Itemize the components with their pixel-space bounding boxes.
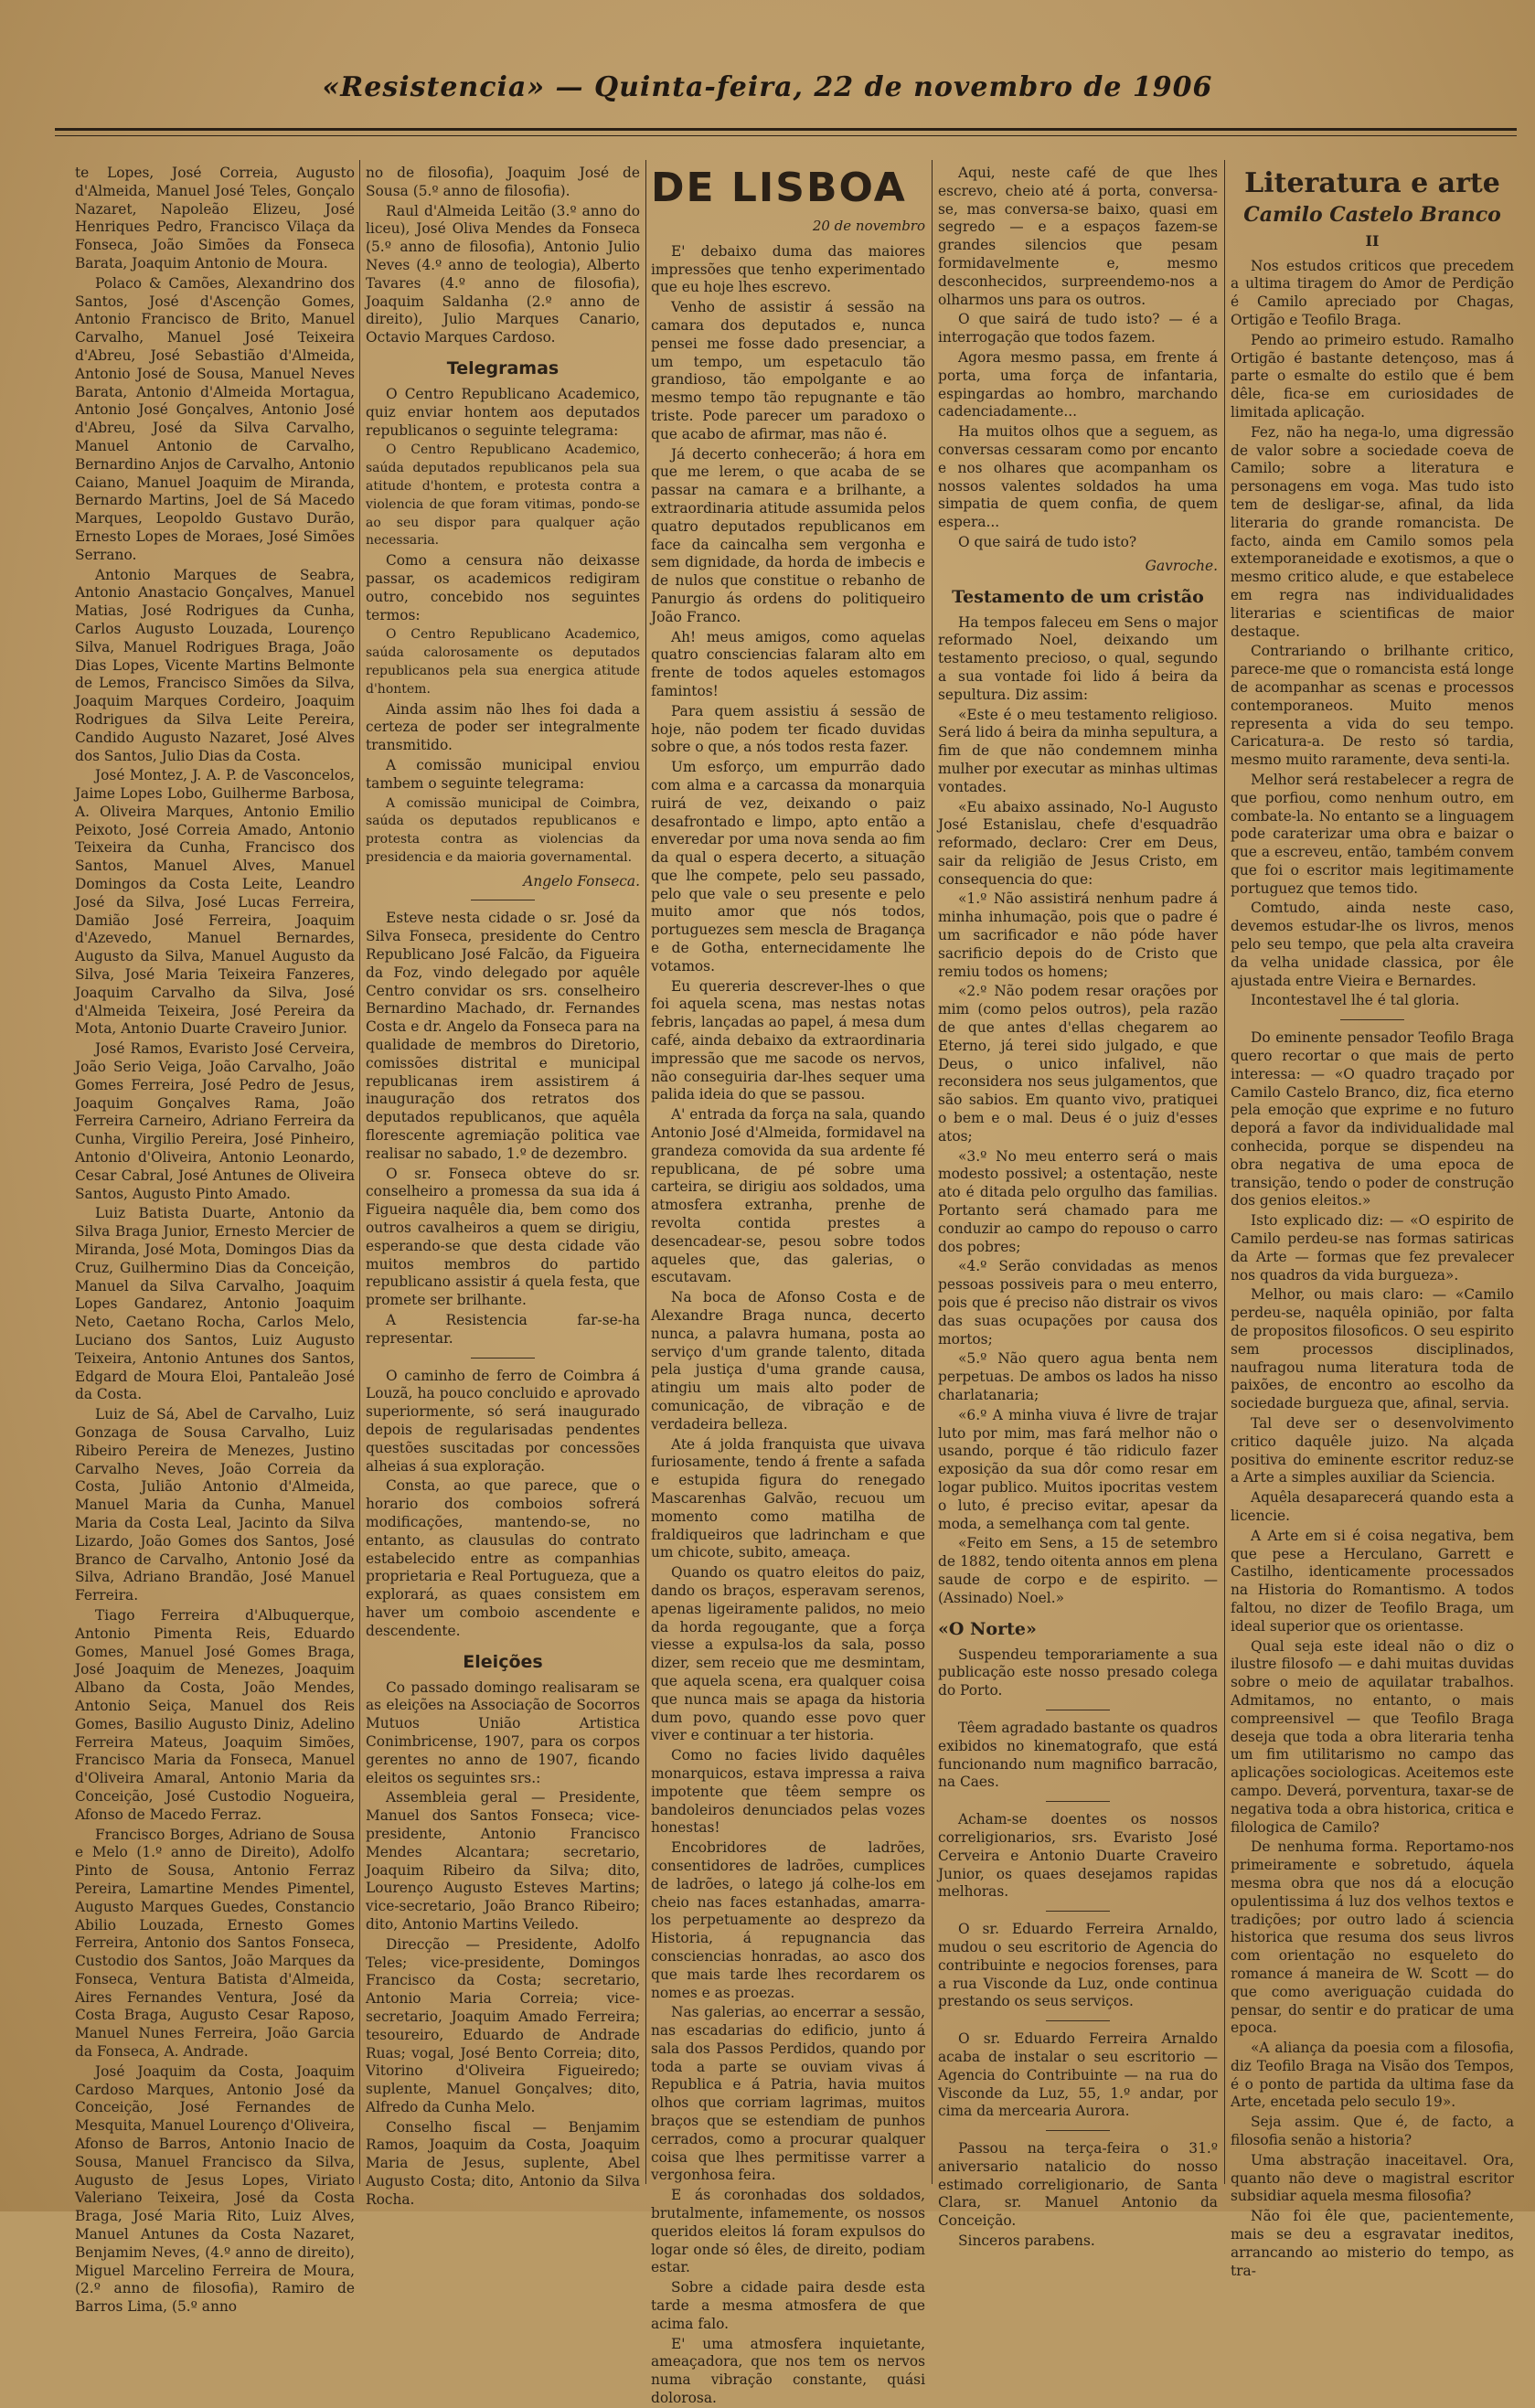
column-3: [651, 165, 925, 2407]
column-divider: [932, 160, 933, 2184]
paragraph: Ainda assim não lhes foi dada a certeza de poder ser integralmente transmitido.: [366, 700, 640, 754]
column-4: [938, 165, 1218, 2250]
paragraph: Não foi êle que, pacientemente, mais se deu a esgravatar ineditos, arrancando ao misterio do tempo, as tra-: [1231, 2208, 1514, 2279]
section-heading-testamento: Testamento de um cristão: [952, 586, 1204, 607]
paragraph: A Arte em si é coisa negativa, bem que pese a Herculano, Garrett e Castilho, identicamente processados na Historia do Romantismo. A todos faltou, no dizer de Teofilo Braga, um ideal superior que os orientasse.: [1231, 1527, 1514, 1635]
paragraph: Como no facies livido daquêles monarquicos, estava impressa a raiva impotente que têem sempre os bandoleiros denunciados pelas vozes honestas!: [651, 1747, 925, 1837]
paragraph: Incontestavel lhe é tal gloria.: [1251, 992, 1460, 1009]
paragraph: Aqui, neste café de que lhes escrevo, cheio até á porta, conversa-se, mas conversa-se baixo, quasi em segredo — e a espaços fazem-se grandes silencios que pesam formidavelmente e, mesmo desconhecidos, surpreendemo-nos a olharmos uns para os outros.: [938, 165, 1218, 308]
paragraph: O Centro Republicano Academico, quiz enviar hontem aos deputados republicanos o seguinte telegrama:: [366, 385, 640, 439]
paragraph: A comissão municipal de Coimbra, saúda os deputados republicanos e protesta contra as violencias da presidencia e da maioria governamental.: [366, 795, 640, 865]
paragraph: O caminho de ferro de Coimbra á Louzã, ha pouco concluido e aprovado superiormente, só será inaugurado depois de regularisadas pendentes questões suscitadas por concessões alheias á sua exploração.: [366, 1367, 640, 1475]
paragraph: «2.º Não podem resar orações por mim (como pelos outros), pela razão de que antes d'ellas chegarem ao Eterno, já terei sido julgado, e que Deus, o unico infalivel, não reconsidera nos seus julgamentos, que são sabios. Em quanto vivo, pratiquei o bem e o mal. Deus é o juiz d'esses atos;: [938, 983, 1218, 1145]
section-heading-eleicoes: Eleições: [463, 1651, 543, 1672]
paragraph: O sr. Eduardo Ferreira Arnaldo, mudou o seu escritorio de Agencia do contribuinte e negocios forenses, para a rua Visconde da Luz, onde continua prestando os seus serviços.: [938, 1921, 1218, 2010]
paragraph: Acham-se doentes os nossos correligionarios, srs. Evaristo José Cerveira e Antonio Duarte Craveiro Junior, os quaes desejamos rapidas melhoras.: [938, 1811, 1218, 1901]
part-number: II: [1365, 231, 1380, 250]
paragraph: Tal deve ser o desenvolvimento critico daquêle juizo. Na alçada positiva do eminente escritor reduz-se a Arte a simples auxiliar da Sciencia.: [1231, 1415, 1514, 1486]
paragraph: Qual seja este ideal não o diz o ilustre filosofo — e dahi muitas duvidas sobre o meio de aquilatar trabalhos. Admitamos, no entanto, o mais compreensivel — que Teofilo Braga deseja que toda a obra literaria tenha um fim utilitarismo no campo das aplicações sociologicas. Aceitemos este campo. Deverá, porventura, taxar-se de negativa toda a obra historica, critica e filologica de Camilo?: [1231, 1637, 1514, 1836]
paragraph: Polaco & Camões, Alexandrino dos Santos, José d'Ascenção Gomes, Antonio Francisco de Brito, Manuel Carvalho, Manuel José Teixeira d'Abreu, José Sebastião d'Almeida, Antonio José de Sousa, Manuel Neves Barata, Antonio d'Almeida Mortagua, Antonio José Gonçalves, Antonio José d'Abreu, José da Silva Carvalho, Manuel Antonio de Carvalho, Bernardino Anjos de Carvalho, Antonio Caiano, Manuel Joaquim de Miranda, Bernardo Martins, Joel de Sá Macedo Marques, Leopoldo Gustavo Durão, Ernesto Lopes de Moraes, José Simões Serrano.: [75, 274, 355, 563]
paragraph: te Lopes, José Correia, Augusto d'Almeida, Manuel José Teles, Gonçalo Nazaret, Napoleão Elizeu, José Henriques Pedro, Francisco Vilaça da Fonseca, João Simões da Fonseca Barata, Joaquim Antonio de Moura.: [75, 165, 355, 272]
paragraph: Um esforço, um empurrão dado com alma e a carcassa da monarquia ruirá de vez, deixando o paiz desafrontado e limpo, apto então a enveredar por uma nova senda ao fim da qual o espera decerto, a situação que lhe compete, pelo seu passado, pelo que vale o seu presente e pelo muito amor que nós todos, portuguezes sem mescla de Bragança e de Gotha, enternecidamente lhe votamos.: [651, 759, 925, 975]
section-heading-telegramas: Telegramas: [446, 357, 560, 378]
paragraph: «4.º Serão convidadas as menos pessoas possiveis para o meu enterro, pois que é preciso não distrair os vivos das suas ocupações por causa dos mortos;: [938, 1258, 1218, 1348]
paragraph: Já decerto conhecerão; á hora em que me lerem, o que acaba de se passar na camara e a brilhante, a extraordinaria atitude assumida pelos quatro deputados republicanos em face da caincalha sem vergonha e sem dignidade, da horda de imbecis e de nulos que constitue o rebanho de Panurgio ás ordens do politiqueiro João Franco.: [651, 445, 925, 625]
column-1: [75, 165, 355, 2316]
paragraph: Na boca de Afonso Costa e de Alexandre Braga nunca, decerto nunca, a palavra humana, posta ao serviço d'um grande talento, ditada pela justiça d'uma grande causa, atingiu um mais alto poder de comunicação, de vibração e de verdadeira belleza.: [651, 1289, 925, 1433]
section-heading-o-norte: «O Norte»: [938, 1618, 1037, 1639]
paragraph: Co passado domingo realisaram se as eleições na Associação de Socorros Mutuos União Artistica Conimbricense, 1907, para os corpos gerentes no anno de 1907, ficando eleitos os seguintes srs.:: [366, 1678, 640, 1786]
paragraph: Isto explicado diz: — «O espirito de Camilo perdeu-se nas formas satiricas da Arte — formas que fez prevalecer nos quadros da vida burgueza».: [1231, 1212, 1514, 1284]
paragraph: Comtudo, ainda neste caso, devemos estudar-lhe os livros, menos pelo seu tempo, que pela alta craveira da velha unidade classica, por êle ajustada entre Vieira e Bernardes.: [1231, 900, 1514, 989]
paragraph: O que sairá de tudo isto?: [958, 533, 1137, 550]
paragraph: «6.º A minha viuva é livre de trajar luto por mim, mas fará melhor não o usando, porque é tão ridiculo fazer exposição da sua dôr como resar em logar publico. Muitos ipocritas vestem o luto, é preciso evitar, apesar da moda, a semelhança com tal gente.: [938, 1406, 1218, 1532]
paragraph: Ate á jolda franquista que uivava furiosamente, tendo á frente a safada e estupida figura do renegado Mascarenhas Galvão, recuou um momento como matilha de fraldiqueiros que ladrincham e que um chicote, subito, ameaça.: [651, 1435, 925, 1561]
paragraph: Tiago Ferreira d'Albuquerque, Antonio Pimenta Reis, Eduardo Gomes, Manuel José Gomes Braga, José Joaquim de Menezes, Joaquim Albano da Costa, João Mendes, Antonio Seiça, Manuel dos Reis Gomes, Basilio Augusto Diniz, Adelino Ferreira Mateus, Joaquim Simões, Francisco Maria da Fonseca, Manuel d'Oliveira Amaral, Antonio Maria da Conceição, José Custodio Nogueira, Afonso de Macedo Ferraz.: [75, 1606, 355, 1823]
paragraph: Encobridores de ladrões, consentidores de ladrões, cumplices de ladrões, o latego já colhe-los em cheio nas faces estanhadas, amarra-los perpetuamente ao desprezo da Historia, á repugnancia das consciencias honradas, ao asco dos que mais tarde lhes recordarem os nomes e as proezas.: [651, 1839, 925, 2001]
paragraph: Quando os quatro eleitos do paiz, dando os braços, esperavam serenos, apenas ligeiramente palidos, no meio da horda regougante, que a força viesse a expulsa-los da sala, posso dizer, sem receio que me desmintam, que aquela scena, era qualquer coisa que nunca mais se apaga da historia dum povo, quando esse povo quer viver e continuar a ter historia.: [651, 1564, 925, 1744]
paragraph: O que sairá de tudo isto? — é a interrogação que todos fazem.: [938, 311, 1218, 346]
paragraph: José Montez, J. A. P. de Vasconcelos, Jaime Lopes Lobo, Guilherme Barbosa, A. Oliveira Marques, Antonio Emilio Peixoto, José Correia Amado, Antonio Teixeira da Cunha, Francisco dos Santos, Manuel Alves, Manuel Domingos da Costa Leite, Leandro José da Silva, José Lucas Ferreira, Damião José Ferreira, Joaquim d'Azevedo, Manuel Bernardes, Augusto da Silva, Manuel Augusto da Silva, José Maria Teixeira Fanzeres, Joaquim Carvalho da Silva, José d'Almeida Teixeira, José Pereira da Mota, Antonio Duarte Craveiro Junior.: [75, 767, 355, 1038]
paragraph: Para quem assistiu á sessão de hoje, não podem ter ficado duvidas sobre o que, a nós todos resta fazer.: [651, 702, 925, 756]
paragraph: Raul d'Almeida Leitão (3.º anno do liceu), José Oliva Mendes da Fonseca (5.º anno de filosofia), Antonio Julio Neves (4.º anno de teologia), Alberto Tavares (4.º anno de filosofia), Joaquim Saldanha (2.º anno de direito), Julio Marques Canario, Octavio Marques Cardoso.: [366, 202, 640, 346]
paragraph: Fez, não ha nega-lo, uma digressão de valor sobre a sociedade coeva de Camilo; sobre a literatura e personagens em voga. Mas tudo isto tem de desligar-se, afinal, da lida literaria do grande romancista. De facto, ainda em Camilo somos pela extemporaneidade e exotismos, a que o mesmo critico alude, e que estabelece em regra nas individualidades literarias e scientificas de maior destaque.: [1231, 423, 1514, 640]
paragraph: Assembleia geral — Presidente, Manuel dos Santos Fonseca; vice-presidente, Antonio Francisco Mendes Alcantara; secretario, Joaquim Ribeiro da Silva; dito, Lourenço Augusto Esteves Martins; vice-secretario, João Branco Ribeiro; dito, Antonio Martins Veiledo.: [366, 1789, 640, 1933]
paragraph: E' uma atmosfera inquietante, ameaçadora, que nos tem os nervos numa vibração constante, quási dolorosa.: [651, 2335, 925, 2407]
paragraph: Uma abstração inaceitavel. Ora, quanto não deve o magistral escritor subsidiar aquela mesma filosofia?: [1231, 2151, 1514, 2205]
column-divider: [1224, 160, 1225, 2184]
divider: [1046, 1911, 1110, 1912]
paragraph: «1.º Não assistirá nenhum padre á minha inhumação, pois que o padre é um sacrificador e não póde haver sacrificio depois do de Cristo que remiu todos os homens;: [938, 890, 1218, 980]
paragraph: O Centro Republicano Academico, saúda deputados republicanos pela sua atitude d'hontem, e protesta contra a violencia de que foram vitimas, pondo-se ao seu dispor para qualquer ação necessaria.: [366, 442, 640, 549]
paragraph: A comissão municipal enviou tambem o seguinte telegrama:: [366, 756, 640, 792]
signature: Gavroche.: [1145, 557, 1218, 574]
paragraph: «Feito em Sens, a 15 de setembro de 1882, tendo oitenta annos em plena saude de corpo e de espirito. — (Assinado) Noel.»: [938, 1535, 1218, 1606]
paragraph: De nenhuma forma. Reportamo-nos primeiramente e sobretudo, áquela mesma obra que nos dá a elocução opulentissima á luz dos velhos textos e tradições; por outro lado á sciencia historica que resuma dos seus livros com orientação no esqueleto do romance á maneira de W. Scott — do que como averiguação cuidada do pensar, do sentir e do praticar de uma epoca.: [1231, 1838, 1514, 2037]
paragraph: Nas galerias, ao encerrar a sessão, nas escadarias do edificio, junto á sala dos Passos Perdidos, quando por toda a parte se ouviam vivas á Republica e á Patria, havia muitos olhos que corriam lagrimas, muitos braços que se estendiam de punhos cerrados, como a procurar qualquer coisa que lhes permitisse varrer a vergonhosa feira.: [651, 2004, 925, 2184]
paragraph: José Ramos, Evaristo José Cerveira, João Serio Veiga, João Carvalho, João Gomes Ferreira, José Pedro de Jesus, Joaquim Gonçalves Rama, João Ferreira Carneiro, Adriano Ferreira da Cunha, Virgilio Pereira, José Pinheiro, Antonio d'Oliveira, Antonio Leonardo, Cesar Cabral, José Antunes de Oliveira Santos, Augusto Pinto Amado.: [75, 1040, 355, 1202]
paragraph: «3.º No meu enterro será o mais modesto possivel; a ostentação, neste ato é ditada pelo orgulho das familias. Portanto será chamado para me conduzir ao campo do repouso o carro dos pobres;: [938, 1147, 1218, 1255]
paragraph: «5.º Não quero agua benta nem perpetuas. De ambos os lados ha nisso charlatanaria;: [938, 1350, 1218, 1403]
paragraph: Melhor será restabelecer a regra de que porfiou, como nenhum outro, em combate-la. No entanto se a linguagem pode caraterizar uma obra e baizar o que a escreveu, então, também convem que foi o escritor mais legitimamente portuguez que temos tido.: [1231, 771, 1514, 897]
paragraph: Sobre a cidade paira desde esta tarde a mesma atmosfera de que acima falo.: [651, 2279, 925, 2332]
paragraph: Direcção — Presidente, Adolfo Teles; vice-presidente, Domingos Francisco da Costa; secretario, Antonio Maria Correia; vice-secretario, Joaquim Amado Ferreira; tesoureiro, Eduardo de Andrade Ruas; vogal, José Bento Correia; dito, Vitorino d'Oliveira Figueiredo; suplente, Manuel Gonçalves; dito, Alfredo da Cunha Melo.: [366, 1935, 640, 2115]
headline-de-lisboa: DE LISBOA: [651, 165, 907, 211]
paragraph: Ah! meus amigos, como aquelas quatro consciencias falaram alto em frente de todos aqueles estomagos famintos!: [651, 628, 925, 699]
signature: Angelo Fonseca.: [523, 872, 640, 890]
paragraph: Ha tempos faleceu em Sens o major reformado Noel, deixando um testamento precioso, o qual, segundo a sua vontade foi lido á beira da sepultura. Diz assim:: [938, 613, 1218, 703]
paragraph: Ha muitos olhos que a seguem, as conversas cessaram como por encanto e nos olhares que acompanham os nossos valentes soldados ha uma simpatia de quem confia, de quem espera...: [938, 423, 1218, 531]
paragraph: O sr. Eduardo Ferreira Arnaldo acaba de instalar o seu escritorio — Agencia do Contribuinte — na rua do Visconde da Luz, 55, 1.º andar, por cima da mercearia Aurora.: [938, 2030, 1218, 2120]
paragraph: Conselho fiscal — Benjamim Ramos, Joaquim da Costa, Joaquim Maria de Jesus, suplente, Abel Augusto Costa; dito, Antonio da Silva Rocha.: [366, 2118, 640, 2208]
paragraph: O Centro Republicano Academico, saúda calorosamente os deputados republicanos pela sua energica atitude d'hontem.: [366, 627, 640, 697]
paragraph: Luiz Batista Duarte, Antonio da Silva Braga Junior, Ernesto Mercier de Miranda, José Mota, Domingos Dias da Cruz, Guilhermino Dias da Conceição, Manuel da Silva Carvalho, Joaquim Lopes Gandarez, Antonio Joaquim Neto, Caetano Rocha, Carlos Melo, Luciano dos Santos, Luiz Augusto Teixeira, Antonio Antunes dos Santos, Edgard de Moura Eloi, Pantaleão José da Costa.: [75, 1205, 355, 1403]
paragraph: Eu quereria descrever-lhes o que foi aquela scena, mas nestas notas febris, lançadas ao papel, á mesa dum café, ainda debaixo da extraordinaria impressão que me sacode os nervos, não conseguiria dar-lhes sequer uma palida ideia do que se passou.: [651, 977, 925, 1103]
paragraph: Contrariando o brilhante critico, parece-me que o romancista está longe de acompanhar as scenas e processos contemporaneos. Muito menos representa a vida do seu tempo. Caricatura-a. De resto só tardia, mesmo muito raramente, deva senti-la.: [1231, 643, 1514, 769]
divider: [1046, 2020, 1110, 2021]
paragraph: Luiz de Sá, Abel de Carvalho, Luiz Gonzaga de Sousa Carvalho, Luiz Ribeiro Pereira de Menezes, Justino Carvalho Neves, João Correia da Costa, Julião Antonio d'Almeida, Manuel Maria da Cunha, Manuel Maria da Costa Leal, Jacinto da Silva Lizardo, João Gomes dos Santos, José Branco de Carvalho, Antonio José da Silva, Adriano Brandão, José Manuel Ferreira.: [75, 1406, 355, 1604]
paragraph: Consta, ao que parece, que o horario dos comboios sofrerá modificações, mantendo-se, no entanto, as clausulas do contrato estabelecido entre as companhias proprietaria e Real Portugueza, que a explorará, as quaes consistem em haver um comboio ascendente e descendente.: [366, 1477, 640, 1639]
column-2: [366, 165, 640, 2208]
column-divider: [359, 160, 360, 2184]
paragraph: Agora mesmo passa, em frente á porta, uma força de infantaria, espingardas ao hombro, marchando cadenciadamente...: [938, 348, 1218, 421]
masthead: [0, 55, 1535, 119]
paragraph: Pendo ao primeiro estudo. Ramalho Ortigão é bastante detençoso, mas á parte o esmalte do estilo que é bem dêle, fica-se em curiosidades de limitada aplicação.: [1231, 331, 1514, 421]
divider: [1046, 1801, 1110, 1802]
paragraph: Têem agradado bastante os quadros exibidos no kinematografo, que está funcionando num magnifico barracão, na Caes.: [938, 1719, 1218, 1791]
paragraph: Antonio Marques de Seabra, Antonio Anastacio Gonçalves, Manuel Matias, José Rodrigues da Cunha, Carlos Augusto Louzada, Lourenço Silva, Manuel Rodrigues Braga, João Dias Lopes, Vicente Martins Belmonte de Lemos, Francisco Simões da Silva, Joaquim Marques Cordeiro, Joaquim Rodrigues da Silva Leite Pereira, Candido Augusto Nazaret, José Alves dos Santos, Julio Dias da Costa.: [75, 566, 355, 764]
paragraph: E' debaixo duma das maiores impressões que tenho experimentado que eu hoje lhes escrevo.: [651, 242, 925, 296]
paragraph: Aquêla desaparecerá quando esta a licencie.: [1231, 1489, 1514, 1524]
paragraph: «Eu abaixo assinado, No-l Augusto José Estanislau, chefe d'esquadrão reformado, declaro: Crer em Deus, sair da religião de Jesus Cristo, em consequencia do que:: [938, 798, 1218, 888]
divider: [1340, 1019, 1404, 1020]
divider: [1046, 2130, 1110, 2131]
paragraph: Venho de assistir á sessão na camara dos deputados e, nunca pensei me fosse dado presenciar, a um tempo, um espetaculo tão grandioso, tão empolgante e ao mesmo tempo tão repugnante e tão triste. Pode parecer um paradoxo o que acabo de afirmar, mas não é.: [651, 299, 925, 442]
paragraph: Suspendeu temporariamente a sua publicação este nosso presado colega do Porto.: [938, 1646, 1218, 1699]
column-5: [1231, 165, 1514, 2279]
paragraph: Como a censura não deixasse passar, os academicos redigiram outro, concebido nos seguintes termos:: [366, 552, 640, 623]
paragraph: Do eminente pensador Teofilo Braga quero recortar o que mais de perto interessa: — «O quadro traçado por Camilo Castelo Branco, diz, fica eterno pela emoção que exprime e no futuro deporá a favor da individualidade mal conhecida, porque se dispendeu na obra negativa de uma epoca de transição, tendo o poder de construção dos genios eleitos.»: [1231, 1029, 1514, 1209]
paragraph: E ás coronhadas dos soldados, brutalmente, infamemente, os nossos queridos eleitos lá foram expulsos do logar onde só êles, de direito, podiam estar.: [651, 2187, 925, 2276]
paragraph: O sr. Fonseca obteve do sr. conselheiro a promessa da sua ida á Figueira naquêle dia, bem como dos outros cavalheiros a quem se dirigiu, esperando-se que desta cidade vão muitos membros do partido republicano assistir á quela festa, que promete ser brilhante.: [366, 1165, 640, 1309]
paragraph: Melhor, ou mais claro: — «Camilo perdeu-se, naquêla opinião, por falta de propositos filosoficos. O seu espirito sem processos disciplinados, naufragou numa literatura toda de paixões, de encontro ao escolho da sociedade burgueza que, afinal, servia.: [1231, 1286, 1514, 1412]
section-heading-literatura: Literatura e arte: [1244, 167, 1500, 199]
masthead-title: «Resistencia» — Quinta-feira, 22 de novembro de 1906: [322, 71, 1213, 103]
paragraph: Passou na terça-feira o 31.º aniversario natalicio do nosso estimado correligionario, de Santa Clara, sr. Manuel Antonio da Conceição.: [938, 2140, 1218, 2230]
paragraph: Nos estudos criticos que precedem a ultima tiragem do Amor de Perdição é Camilo apreciado por Chagas, Ortigão e Teofilo Braga.: [1231, 257, 1514, 328]
paragraph: Francisco Borges, Adriano de Sousa e Melo (1.º anno de Direito), Adolfo Pinto de Sousa, Antonio Ferraz Pereira, Lamartine Mendes Pimentel, Augusto Marques Guedes, Constancio Abilio Louzada, Ernesto Gomes Ferreira, Antonio dos Santos Fonseca, Custodio dos Santos, João Marques da Fonseca, Ventura Batista d'Almeida, Aires Fernandes Ventura, José da Costa Braga, Augusto Cesar Raposo, Manuel Nunes Ferreira, João Garcia da Fonseca, A. Andrade.: [75, 1826, 355, 2061]
paragraph: A' entrada da força na sala, quando Antonio José d'Almeida, formidavel na grandeza comovida da sua ardente fé republicana, de pé sobre uma carteira, se dirigiu aos soldados, uma atmosfera extranha, prenhe de revolta contida prestes a desencadear-se, pesou sobre todos aqueles que, das galerias, o escutavam.: [651, 1106, 925, 1286]
article-title: Camilo Castelo Branco: [1243, 203, 1501, 227]
dateline: 20 de novembro: [812, 218, 925, 234]
paragraph: José Joaquim da Costa, Joaquim Cardoso Marques, Antonio José da Conceição, José Fernandes de Mesquita, Manuel Lourenço d'Oliveira, Afonso de Barros, Antonio Inacio de Sousa, Manuel Francisco da Silva, Augusto de Jesus Lopes, Viriato Valeriano Teixeira, José da Costa Braga, José Maria Rito, Luiz Alves, Manuel Antunes da Costa Nazaret, Benjamim Neves, (4.º anno de direito), Miguel Marcelino Ferreira de Moura, (2.º anno de filosofia), Ramiro de Barros Lima, (5.º anno: [75, 2062, 355, 2316]
column-divider: [645, 160, 646, 2184]
paragraph: A Resistencia far-se-ha representar.: [366, 1312, 640, 1347]
paragraph: Seja assim. Que é, de facto, a filosofia senão a historia?: [1231, 2114, 1514, 2149]
paragraph: Sinceros parabens.: [958, 2232, 1095, 2250]
paragraph: «A aliança da poesia com a filosofia, diz Teofilo Braga na Visão dos Tempos, é o ponto de partida da ultima fase da Arte, encetada pelo seculo 19».: [1231, 2040, 1514, 2111]
header-rule: [55, 128, 1517, 136]
paragraph: Esteve nesta cidade o sr. José da Silva Fonseca, presidente do Centro Republicano José Falcão, da Figueira da Foz, vindo delegado por aquêle Centro convidar os srs. conselheiro Bernardino Machado, dr. Fernandes Costa e dr. Angelo da Fonseca para na qualidade de membros do Diretorio, comissões distrital e municipal republicanas irem assistirem á inauguração dos retratos dos deputados republicanos, que aquêla florescente agremiação politica vae realisar no sabado, 1.º de dezembro.: [366, 910, 640, 1162]
paragraph: «Este é o meu testamento religioso. Será lido á beira da minha sepultura, a fim de que não condemnem minha mulher por executar as minhas ultimas vontades.: [938, 706, 1218, 795]
paragraph: no de filosofia), Joaquim José de Sousa (5.º anno de filosofia).: [366, 165, 640, 199]
